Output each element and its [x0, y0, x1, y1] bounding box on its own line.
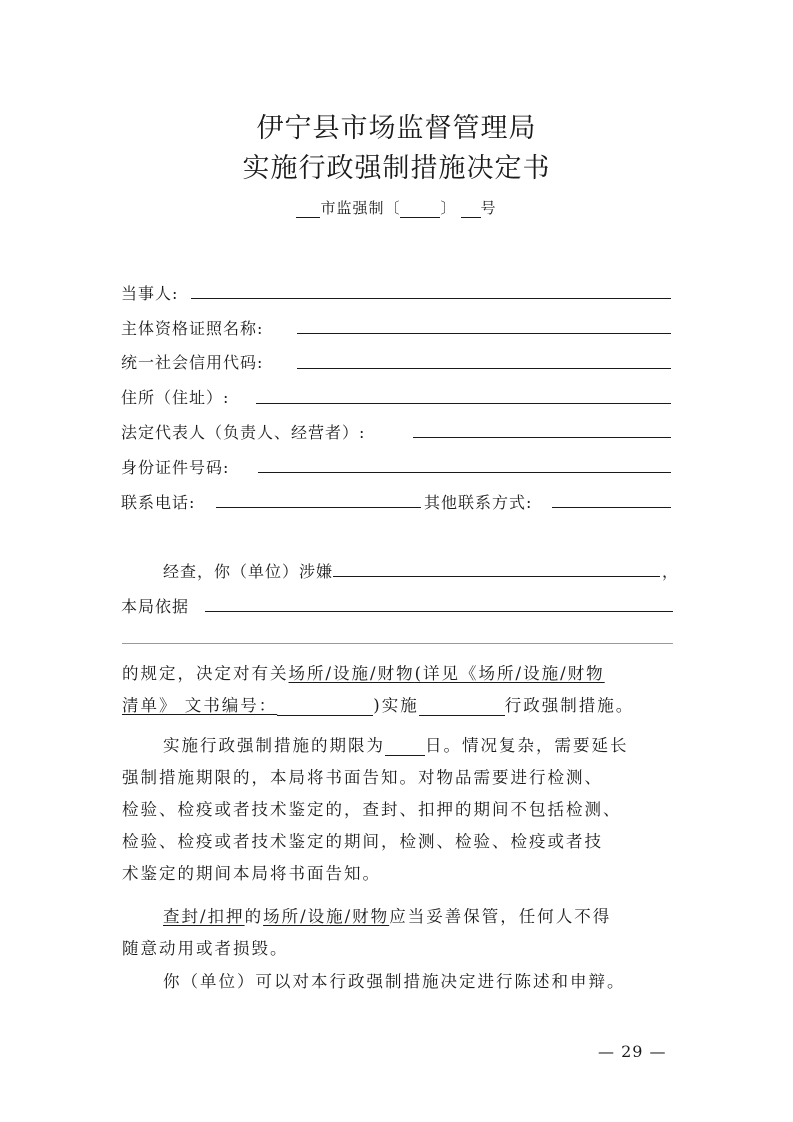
document-title-line1: 伊宁县市场监督管理局 — [256, 113, 537, 144]
list-doc-number-blank[interactable] — [277, 699, 373, 716]
custody-line2: 随意动用或者损毁。 — [122, 939, 289, 958]
custody-line1 — [163, 903, 611, 927]
doc-serial-blank[interactable] — [461, 202, 481, 218]
custody-text-cont: 应当妥善保管，任何人不得 — [389, 907, 612, 926]
other-contact-label: 其他联系方式: — [424, 493, 533, 512]
legal-rep-blank[interactable] — [413, 437, 671, 438]
legal-basis-blank[interactable] — [205, 611, 673, 612]
statement-right-text: 你（单位）可以对本行政强制措施决定进行陈述和申辩。 — [163, 972, 626, 991]
list-doc-number-label: 清单》 文书编号： — [122, 696, 278, 715]
doc-number-prefix: 市监强制〔 — [320, 199, 401, 217]
investigation-comma: ， — [662, 562, 679, 581]
period-days-blank[interactable] — [385, 739, 425, 756]
object-type-option-2[interactable]: 场所/设施/财物 — [263, 907, 390, 926]
decision-line2 — [122, 692, 634, 716]
credit-code-blank[interactable] — [297, 368, 671, 369]
phone-label: 联系电话: — [121, 493, 196, 512]
doc-number-suffix: 号 — [480, 199, 497, 217]
custody-text: 的 — [244, 907, 264, 926]
credit-code-label: 统一社会信用代码: — [121, 353, 264, 372]
document-number — [0, 197, 793, 218]
measure-text: 行政强制措施。 — [504, 696, 635, 715]
doc-region-blank[interactable] — [296, 202, 320, 218]
id-number-blank[interactable] — [258, 472, 671, 473]
seize-detain-option[interactable]: 查封/扣押 — [163, 907, 245, 926]
list-reference: (详见《场所/设施/财物 — [414, 664, 605, 683]
address-label: 住所（住址）: — [121, 388, 230, 407]
page-number: — 29 — — [598, 1042, 667, 1061]
decision-line1 — [122, 660, 605, 684]
implement-text: 实施 — [381, 696, 419, 715]
id-number-label: 身份证件号码: — [121, 458, 230, 477]
period-line2: 强制措施期限的，本局将书面告知。对物品需要进行检测、 — [122, 768, 603, 787]
object-type-option[interactable]: 场所/设施/财物 — [288, 664, 415, 683]
period-text-cont: 日。情况复杂，需要延长 — [425, 736, 629, 755]
period-line1 — [163, 732, 629, 756]
measure-type-blank[interactable] — [419, 699, 505, 716]
doc-number-mid: 〕 — [440, 199, 457, 217]
close-paren: ) — [373, 696, 382, 715]
document-title-line2: 实施行政强制措施决定书 — [242, 153, 551, 184]
doc-year-blank[interactable] — [400, 202, 440, 218]
phone-blank[interactable] — [216, 507, 421, 508]
legal-rep-label: 法定代表人（负责人、经营者）: — [121, 423, 366, 442]
party-label: 当事人: — [121, 284, 179, 303]
other-contact-blank[interactable] — [552, 507, 671, 508]
address-blank[interactable] — [256, 403, 671, 404]
basis-label: 本局依据 — [121, 597, 190, 616]
period-line3: 检验、检疫或者技术鉴定的，查封、扣押的期间不包括检测、 — [122, 800, 622, 819]
period-line5: 术鉴定的期间本局将书面告知。 — [122, 864, 381, 883]
license-name-label: 主体资格证照名称: — [121, 319, 264, 338]
suspected-violation-blank[interactable] — [333, 576, 660, 577]
period-line4: 检验、检疫或者技术鉴定的期间，检测、检验、检疫或者技 — [122, 832, 603, 851]
investigation-text: 经查，你（单位）涉嫌 — [163, 562, 334, 581]
separator-line — [122, 643, 673, 644]
decision-text: 的规定，决定对有关 — [122, 664, 289, 683]
party-blank[interactable] — [191, 298, 671, 299]
license-name-blank[interactable] — [297, 333, 671, 334]
period-text: 实施行政强制措施的期限为 — [163, 736, 385, 755]
